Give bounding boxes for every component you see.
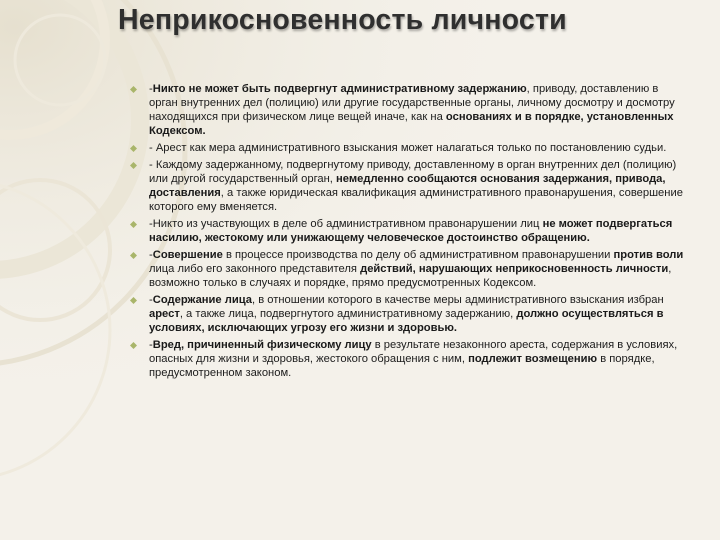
list-item bbox=[130, 293, 690, 335]
text-run: - bbox=[149, 83, 153, 95]
diamond-bullet-icon bbox=[130, 342, 137, 349]
emphasized-text: Вред, причиненный физическому лицу bbox=[152, 339, 372, 351]
diamond-bullet-icon bbox=[130, 297, 137, 304]
text-run: в результате незаконного ареста, содержания в условиях, опасных для жизни и здоровья, жестокого обращения с ним, bbox=[149, 339, 678, 365]
list-item-text bbox=[149, 338, 690, 380]
emphasized-text: подлежит возмещению bbox=[468, 353, 598, 365]
diamond-bullet-icon bbox=[130, 221, 137, 228]
text-run: - Каждому задержанному, подвергнутому приводу, доставленному в орган внутренних дел (полицию) или другой государственный орган, bbox=[149, 159, 677, 185]
diamond-bullet-icon bbox=[130, 162, 137, 169]
emphasized-text: основаниях и в порядке, установленных Кодексом. bbox=[149, 111, 674, 137]
list-item-text bbox=[149, 293, 690, 335]
text-run: -Никто из участвующих в деле об административном правонарушении лиц bbox=[149, 218, 543, 230]
text-run: в процессе производства по делу об административном правонарушении bbox=[222, 249, 614, 261]
emphasized-text: против воли bbox=[613, 249, 684, 261]
list-item bbox=[130, 141, 690, 155]
emphasized-text: Содержание лица bbox=[152, 294, 252, 306]
text-run: , а также лица, подвергнутого административному задержанию, bbox=[179, 308, 517, 320]
list-item-text bbox=[149, 141, 690, 155]
diamond-bullet-icon bbox=[130, 86, 137, 93]
list-item bbox=[130, 158, 690, 214]
text-run: в порядке, предусмотренном законом. bbox=[149, 353, 655, 379]
text-run: - Арест как мера административного взыскания может налагаться только по постановлению судьи. bbox=[149, 142, 667, 154]
emphasized-text: должно осуществляться в условиях, исключающих угрозу его жизни и здоровью. bbox=[149, 308, 664, 334]
emphasized-text: не может подвергаться насилию, жестокому или унижающему человеческое достоинство обращению. bbox=[149, 218, 673, 244]
list-item bbox=[130, 338, 690, 380]
text-run: , приводу, доставлению в орган внутренних дел (полицию) или другие государственные органы, личному досмотру и досмотру находящихся при физическом лице вещей иначе, как на bbox=[149, 83, 675, 123]
emphasized-text: действий, нарушающих неприкосновенность личности bbox=[360, 263, 669, 275]
emphasized-text: арест bbox=[149, 308, 180, 320]
list-item-text bbox=[149, 158, 690, 214]
list-item-text bbox=[149, 248, 690, 290]
text-run: лица либо его законного представителя bbox=[149, 263, 361, 275]
diamond-bullet-icon bbox=[130, 252, 137, 259]
list-item-text bbox=[149, 82, 690, 138]
text-run: , в отношении которого в качестве меры административного взыскания избран bbox=[252, 294, 664, 306]
text-run: , возможно только в случаях и порядке, прямо предусмотренных Кодексом. bbox=[149, 263, 672, 289]
list-item bbox=[130, 82, 690, 138]
list-item bbox=[130, 217, 690, 245]
list-item bbox=[130, 248, 690, 290]
emphasized-text: Совершение bbox=[152, 249, 223, 261]
list-item-text bbox=[149, 217, 690, 245]
bullet-list bbox=[130, 82, 690, 383]
text-run: - bbox=[149, 339, 153, 351]
slide-title: Неприкосновенность личности bbox=[118, 4, 567, 36]
text-run: - bbox=[149, 249, 153, 261]
text-run: - bbox=[149, 294, 153, 306]
diamond-bullet-icon bbox=[130, 145, 137, 152]
text-run: , а также юридическая квалификация административного правонарушения, совершение которого ему вменяется. bbox=[149, 187, 683, 213]
emphasized-text: немедленно сообщаются основания задержания, привода, доставления bbox=[149, 173, 666, 199]
emphasized-text: Никто не может быть подвергнут административному задержанию bbox=[152, 83, 527, 95]
